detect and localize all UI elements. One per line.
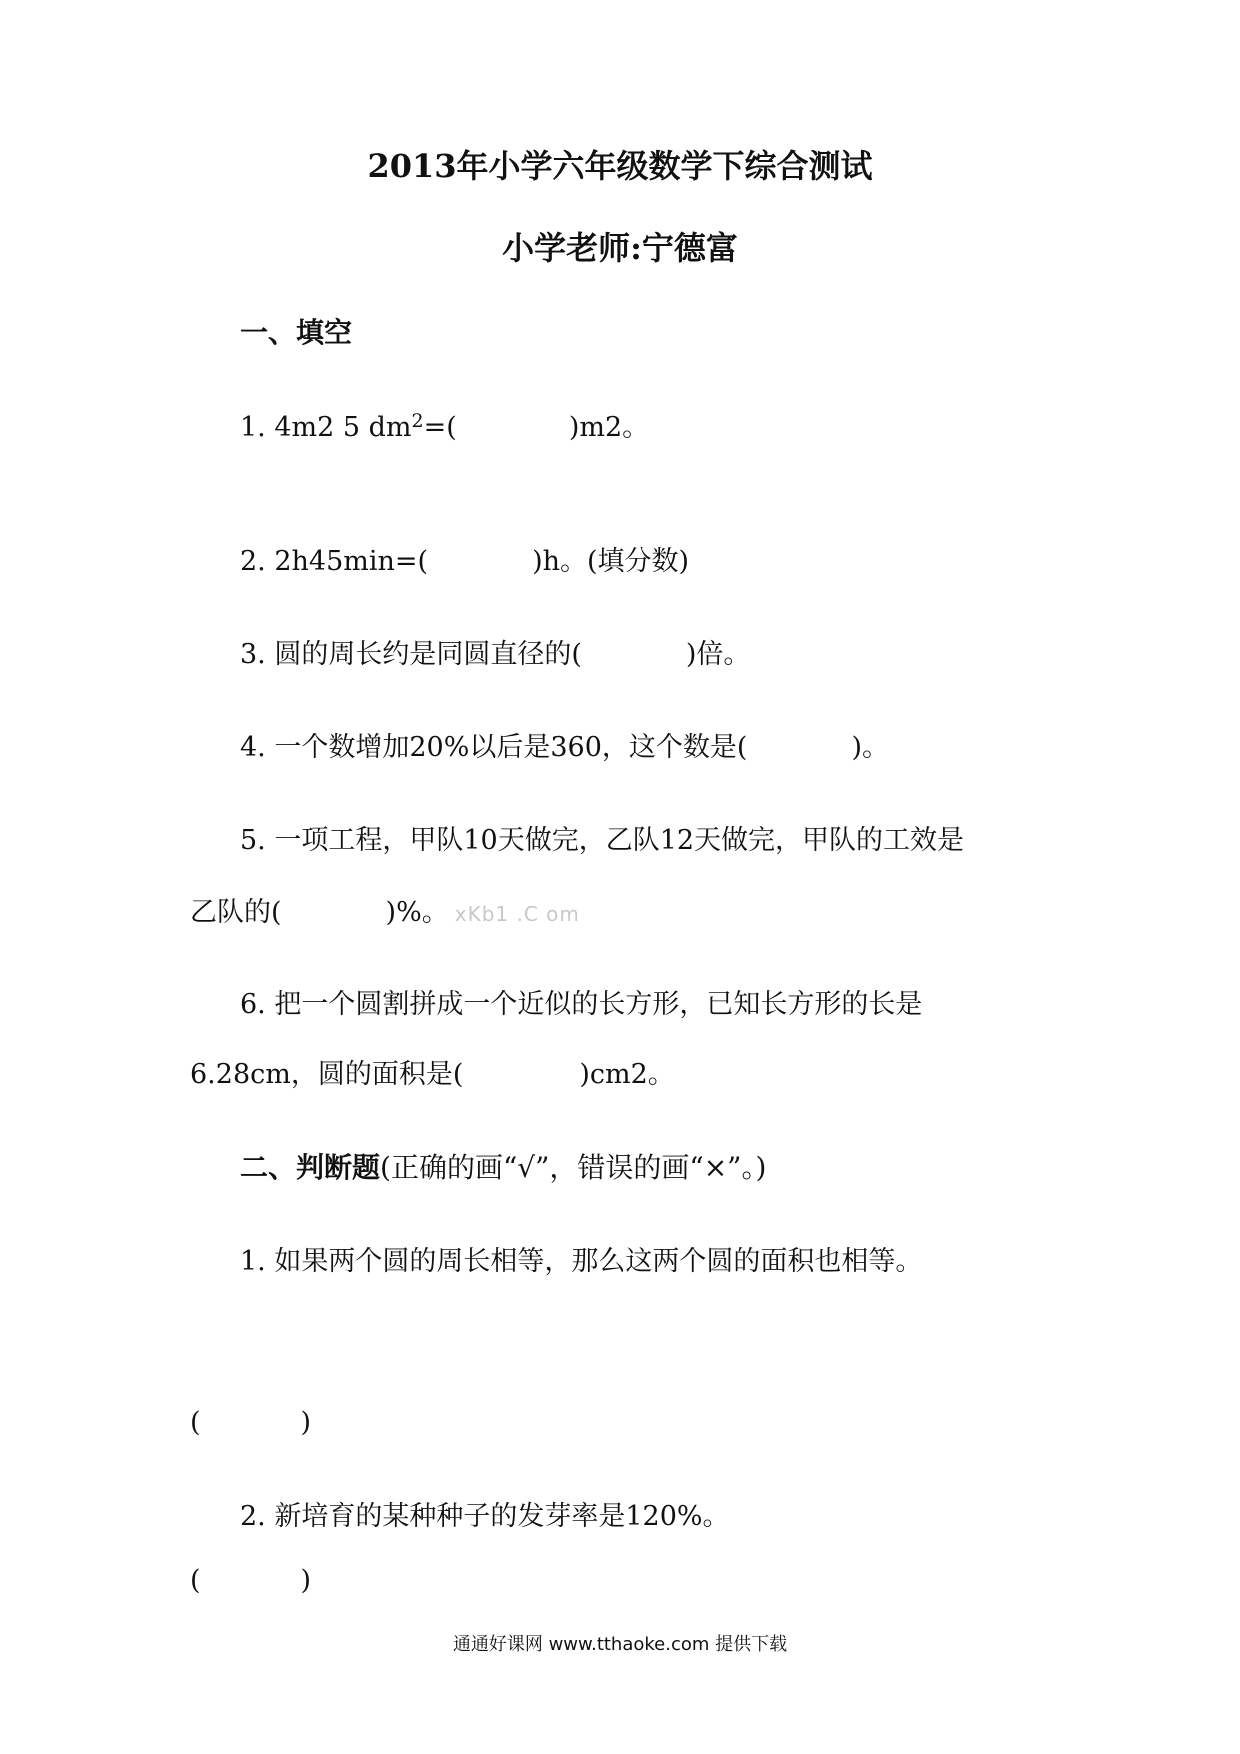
q2-text-b: )h。(填分数) [532,546,690,577]
question-1-1 [240,404,649,445]
question-1-5-line2 [190,896,580,931]
q4-text-a: 4. 一个数增加20%以后是360，这个数是( [240,732,748,763]
q2-1-paren-open: ( [190,1407,201,1438]
question-2-2-answer-parens [190,1564,311,1598]
q3-text-b: )倍。 [685,639,751,670]
question-1-6-line2 [190,1058,675,1092]
q1-superscript: 2 [411,410,424,432]
section2-instruction: (正确的画“√”，错误的画“×”。) [380,1151,767,1184]
q1-text-a: 1. 4m2 5 dm [240,412,412,443]
q5-text-b: )%。 [385,897,449,928]
question-2-1-answer-parens [190,1406,311,1440]
exam-title: 2013年小学六年级数学下综合测试 [367,147,873,185]
section-heading-true-false [240,1151,766,1185]
q2-1-paren-close: ) [300,1407,312,1438]
question-1-3 [240,638,750,672]
question-2-2: 2. 新培育的某种种子的发芽率是120%。 [240,1501,730,1532]
watermark-text: xKb1 .C om [454,902,580,926]
author-line: 小学老师:宁德富 [502,229,738,267]
page-footer: 通通好课网 www.tthaoke.com 提供下载 [452,1634,788,1655]
question-1-4 [240,731,889,765]
section-heading-fill-blank: 一、填空 [240,316,353,349]
q1-text-b: =( [423,412,457,443]
q1-text-c: )m2。 [568,412,650,443]
question-1-6-line1: 6. 把一个圆割拼成一个近似的长方形，已知长方形的长是 [240,989,923,1020]
question-2-1: 1. 如果两个圆的周长相等，那么这两个圆的面积也相等。 [240,1246,923,1277]
q3-text-a: 3. 圆的周长约是同圆直径的( [240,639,582,670]
q6-text-a: 6.28cm，圆的面积是( [190,1059,464,1090]
q5-text-a: 乙队的( [190,897,282,928]
q2-2-paren-close: ) [300,1565,312,1596]
q2-text-a: 2. 2h45min=( [240,546,429,577]
q2-2-paren-open: ( [190,1565,201,1596]
question-1-5-line1: 5. 一项工程，甲队10天做完，乙队12天做完，甲队的工效是 [240,825,965,856]
section2-heading-text: 二、判断题 [240,1151,381,1184]
q4-text-b: )。 [851,732,889,763]
question-1-2 [240,545,689,579]
q6-text-b: )cm2。 [579,1059,675,1090]
